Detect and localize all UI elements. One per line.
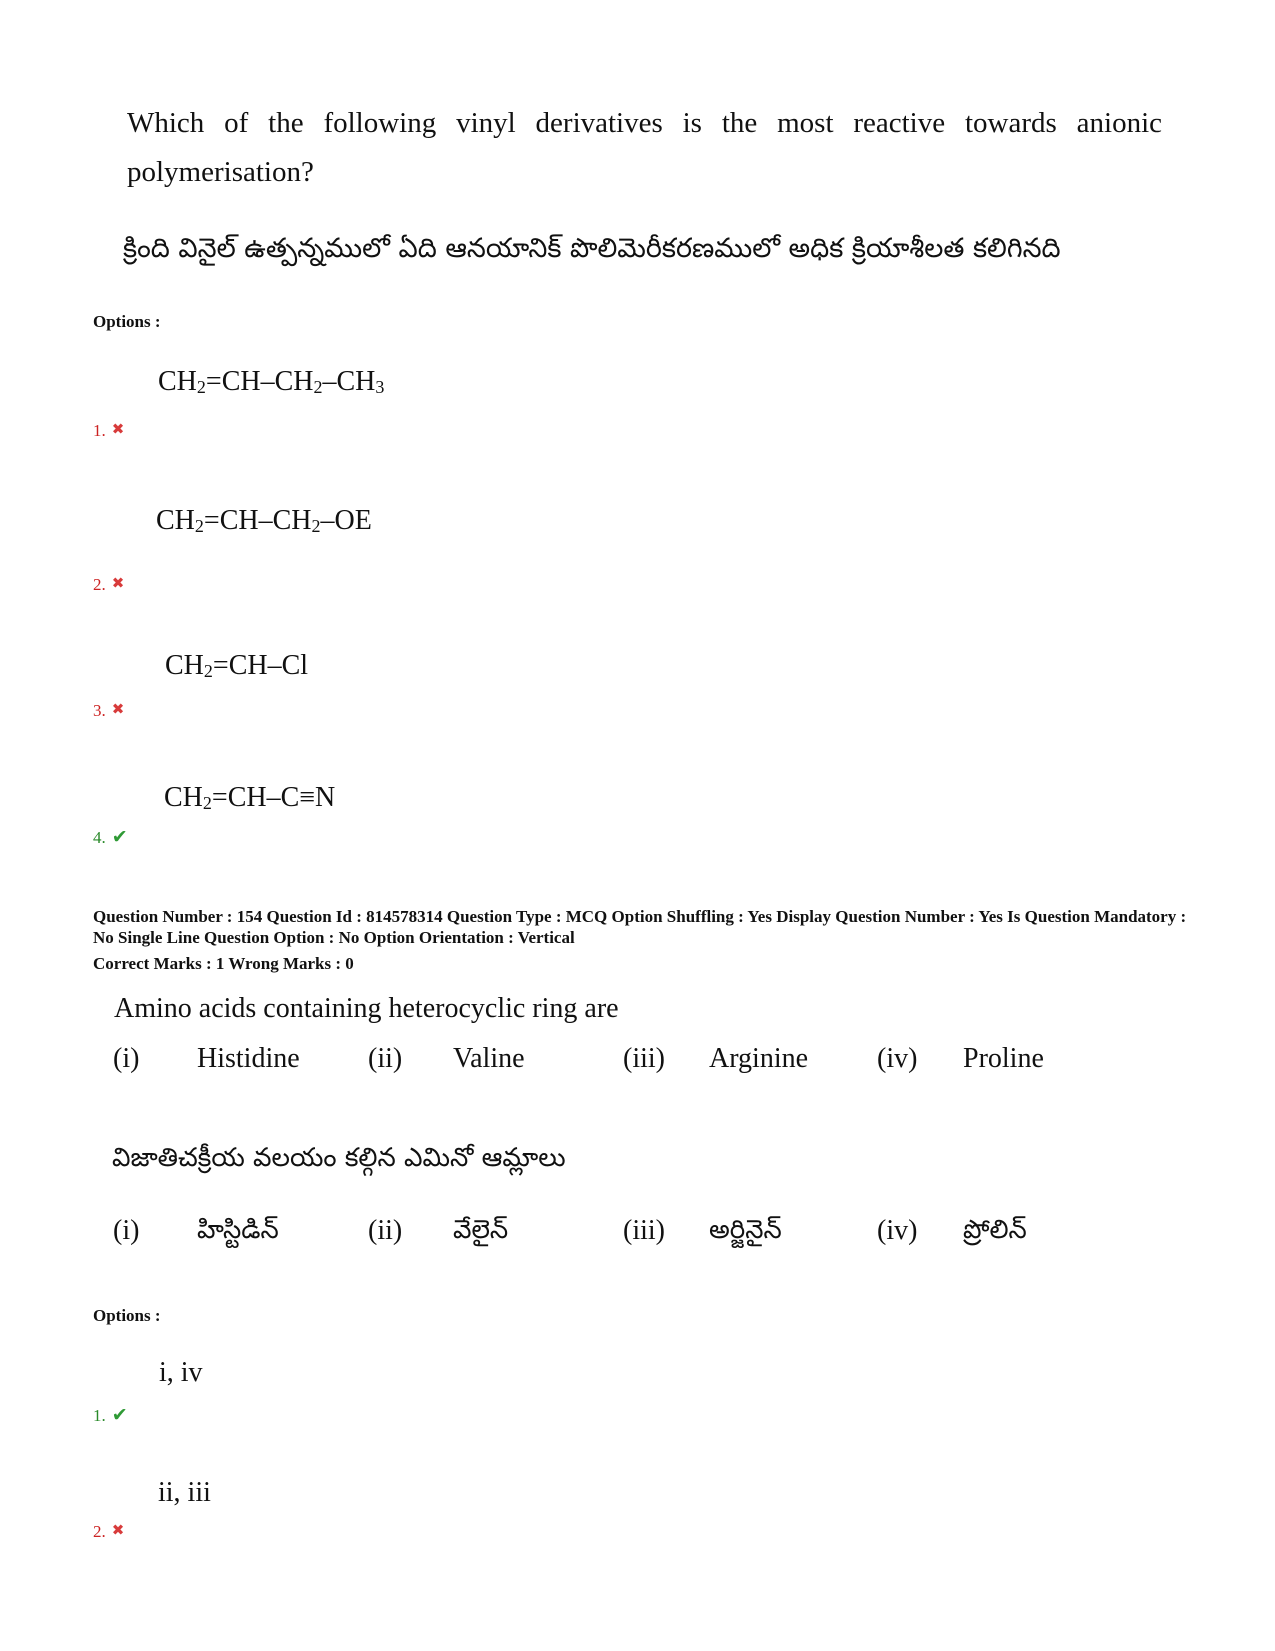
item-te-valine: వేలైన్ [453, 1215, 509, 1245]
question-154-metadata: Question Number : 154 Question Id : 814578314 Question Type : MCQ Option Shuffling : Yes Display Question Number : Yes Is Question Mandatory : No Single Line Question Option : No Option Orientation : Vertical [93, 907, 1187, 947]
item-roman-iii: (iii) [623, 1043, 665, 1074]
item-valine: Valine [453, 1043, 525, 1074]
check-icon: ✔ [111, 827, 128, 848]
options-heading: Options : [93, 312, 161, 331]
option-2-marker: 2. ✖ [93, 1522, 125, 1541]
item-te-roman-ii: (ii) [368, 1215, 403, 1246]
question-154-marks: Correct Marks : 1 Wrong Marks : 0 [93, 954, 354, 973]
item-te-roman-iii: (iii) [623, 1215, 665, 1246]
item-roman-i: (i) [113, 1043, 140, 1074]
option-3-marker: 3. ✖ [93, 701, 125, 720]
check-icon: ✔ [111, 1405, 128, 1426]
options-heading: Options : [93, 1306, 161, 1325]
item-histidine: Histidine [197, 1043, 300, 1074]
cross-icon: ✖ [111, 702, 125, 718]
option-2-marker: 2. ✖ [93, 575, 125, 594]
question-153-text-te: క్రింది వినైల్ ఉత్పన్నములో ఏది ఆనయానిక్ పొలిమెరీకరణములో అధిక క్రియాశీలత కలిగినది [123, 233, 1061, 264]
item-proline: Proline [963, 1043, 1044, 1074]
question-153-text-en: Which of the following vinyl derivatives is the most reactive towards anionic polymerisation? [127, 107, 1162, 188]
cross-icon: ✖ [111, 1523, 125, 1539]
option-3-formula: $CH_2=CH-Cl$ [165, 650, 309, 681]
option-1-marker: 1. ✖ [93, 421, 125, 440]
cross-icon: ✖ [111, 422, 125, 438]
item-te-roman-i: (i) [113, 1215, 140, 1246]
option-1-marker: 1. ✔ [93, 1405, 128, 1426]
option-2-text: ii, iii [158, 1477, 211, 1508]
option-4-formula: $CH_2=CH-C\equiv N$ [164, 782, 336, 813]
item-arginine: Arginine [709, 1043, 809, 1074]
option-1-formula: $CH_2=CH-CH_2-CH_3$ [158, 366, 385, 397]
item-te-roman-iv: (iv) [877, 1215, 918, 1246]
item-roman-ii: (ii) [368, 1043, 403, 1074]
question-154-text-en: Amino acids containing heterocyclic ring are [114, 993, 619, 1024]
item-te-proline: ప్రోలిన్ [963, 1215, 1027, 1245]
cross-icon: ✖ [111, 576, 125, 592]
item-roman-iv: (iv) [877, 1043, 918, 1074]
option-1-text: i, iv [159, 1357, 203, 1388]
option-2-formula: $CH_2=CH-CH_2-OE$ [156, 505, 372, 536]
option-4-marker: 4. ✔ [93, 827, 128, 848]
item-te-arginine: అర్జినైన్ [709, 1215, 782, 1245]
question-154-text-te: విజాతిచక్రీయ వలయం కల్గిన ఎమినో ఆమ్లాలు [112, 1143, 566, 1173]
item-te-histidine: హిస్టిడిన్ [197, 1215, 279, 1245]
